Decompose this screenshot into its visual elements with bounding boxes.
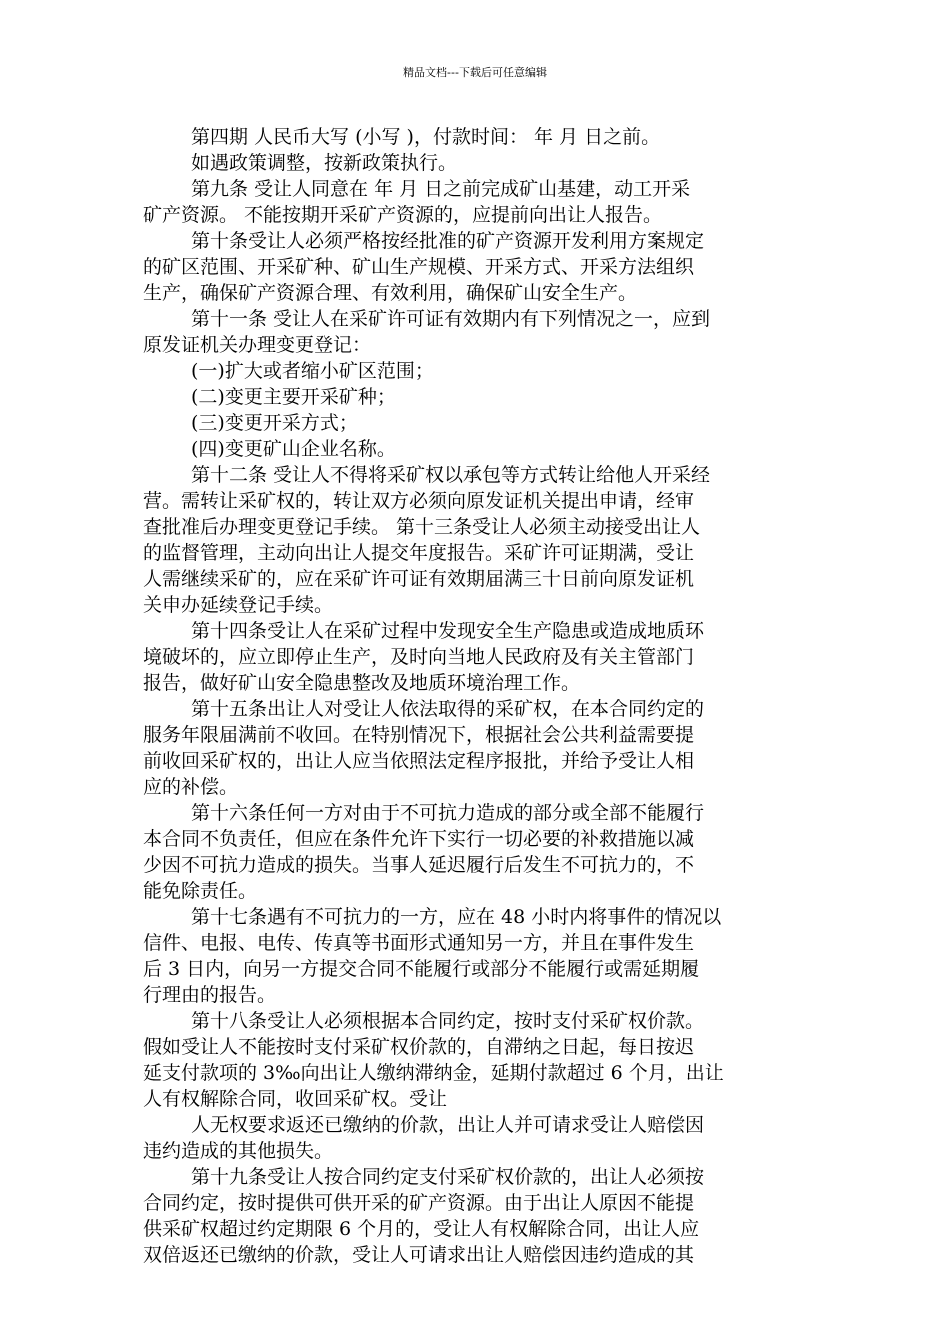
document-line: 第十九条受让人按合同约定支付采矿权价款的，出让人必须按	[191, 1166, 705, 1188]
document-line: 信件、电报、电传、传真等书面形式通知另一方，并且在事件发生	[143, 932, 695, 954]
document-line: 第四期 人民币大写 (小写 )，付款时间： 年 月 日之前。	[191, 126, 661, 148]
document-line: 双倍返还已缴纳的价款，受让人可请求出让人赔偿因违约造成的其	[143, 1244, 695, 1266]
document-line: 营。需转让采矿权的，转让双方必须向原发证机关提出申请，经审	[143, 490, 695, 512]
document-line: 延支付款项的 3‰向出让人缴纳滞纳金，延期付款超过 6 个月，出让	[143, 1062, 724, 1084]
document-line: 原发证机关办理变更登记：	[143, 334, 372, 356]
document-line: 人需继续采矿的，应在采矿许可证有效期届满三十日前向原发证机	[143, 568, 695, 590]
document-line: 第十一条 受让人在采矿许可证有效期内有下列情况之一，应到	[191, 308, 711, 330]
document-line: 第十四条受让人在采矿过程中发现安全生产隐患或造成地质环	[191, 620, 705, 642]
document-line: 第十八条受让人必须根据本合同约定，按时支付采矿权价款。	[191, 1010, 705, 1032]
document-line: 第十六条任何一方对由于不可抗力造成的部分或全部不能履行	[191, 802, 705, 824]
document-line: 应的补偿。	[143, 776, 239, 798]
document-line: 合同约定，按时提供可供开采的矿产资源。由于出让人原因不能提	[143, 1192, 695, 1214]
document-line: 行理由的报告。	[143, 984, 277, 1006]
document-line: 第九条 受让人同意在 年 月 日之前完成矿山基建，动工开采	[191, 178, 691, 200]
document-line: 境破坏的，应立即停止生产，及时向当地人民政府及有关主管部门	[143, 646, 695, 668]
document-line: 查批准后办理变更登记手续。 第十三条受让人必须主动接受出让人	[143, 516, 701, 538]
document-line: 能免除责任。	[143, 880, 258, 902]
document-line: 前收回采矿权的，出让人应当依照法定程序报批，并给予受让人相	[143, 750, 695, 772]
document-line: 违约造成的其他损失。	[143, 1140, 334, 1162]
document-line: 第十五条出让人对受让人依法取得的采矿权，在本合同约定的	[191, 698, 705, 720]
document-line: (四)变更矿山企业名称。	[191, 438, 396, 460]
document-line: 第十七条遇有不可抗力的一方，应在 48 小时内将事件的情况以	[191, 906, 722, 928]
document-line: 生产，确保矿产资源合理、有效利用，确保矿山安全生产。	[143, 282, 638, 304]
document-line: 供采矿权超过约定期限 6 个月的，受让人有权解除合同，出让人应	[143, 1218, 700, 1240]
page-header: 精品文档---下载后可任意编辑	[403, 66, 547, 79]
document-line: 的监督管理，主动向出让人提交年度报告。采矿许可证期满，受让	[143, 542, 695, 564]
document-line: 服务年限届满前不收回。在特别情况下，根据社会公共利益需要提	[143, 724, 695, 746]
document-line: 本合同不负责任，但应在条件允许下实行一切必要的补救措施以减	[143, 828, 695, 850]
document-line: (一)扩大或者缩小矿区范围；	[191, 360, 434, 382]
document-body	[143, 124, 807, 1268]
document-line: 人无权要求返还已缴纳的价款，出让人并可请求受让人赔偿因	[191, 1114, 705, 1136]
document-line: (三)变更开采方式；	[191, 412, 358, 434]
document-line: 假如受让人不能按时支付采矿权价款的，自滞纳之日起，每日按迟	[143, 1036, 695, 1058]
document-line: 第十二条 受让人不得将采矿权以承包等方式转让给他人开采经	[191, 464, 711, 486]
document-line: 关申办延续登记手续。	[143, 594, 334, 616]
document-line: 如遇政策调整，按新政策执行。	[191, 152, 458, 174]
document-line: 报告，做好矿山安全隐患整改及地质环境治理工作。	[143, 672, 581, 694]
document-line: 矿产资源。 不能按期开采矿产资源的，应提前向出让人报告。	[143, 204, 663, 226]
document-line: 第十条受让人必须严格按经批准的矿产资源开发利用方案规定	[191, 230, 705, 252]
document-line: 人有权解除合同，收回采矿权。受让	[143, 1088, 448, 1110]
document-line: (二)变更主要开采矿种；	[191, 386, 396, 408]
document-line: 后 3 日内，向另一方提交合同不能履行或部分不能履行或需延期履	[143, 958, 700, 980]
document-line: 的矿区范围、开采矿种、矿山生产规模、开采方式、开采方法组织	[143, 256, 695, 278]
document-line: 少因不可抗力造成的损失。当事人延迟履行后发生不可抗力的，不	[143, 854, 695, 876]
